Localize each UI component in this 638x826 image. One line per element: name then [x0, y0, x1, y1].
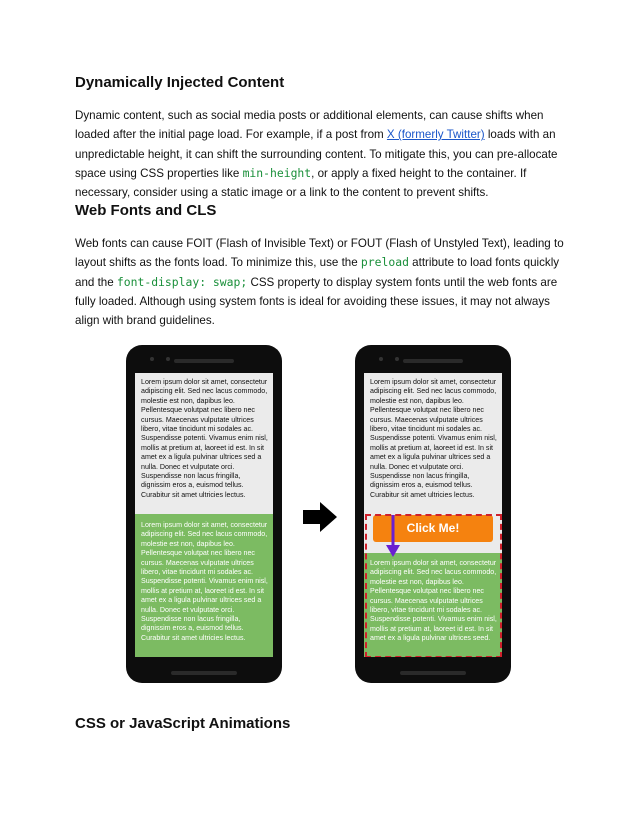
click-me-button[interactable]: Click Me!: [373, 515, 493, 542]
right-arrow-icon: [303, 502, 337, 532]
phone-after-shift: [355, 345, 511, 683]
paragraph-dynamic-content: Dynamic content, such as social media posts or additional elements, can cause shifts when loaded after the initial page load. For example, if a post from X (formerly Twitter) loads with an unpredictable height, it can shift the surrounding content. To mitigate this, you can pre-allocate space using CSS properties like min-height, or apply a fixed height to the container. If necessary, consider using a static image or a link to the content to prevent shifts.: [75, 109, 558, 200]
code-min-height: min-height: [242, 165, 312, 180]
down-arrow-icon: [386, 515, 400, 557]
lorem-text-green: Lorem ipsum dolor sit amet, consectetur adipiscing elit. Sed nec lacus commodo, molestie est non, dapibus leo. Pellentesque volutpat nec libero nec cursus. Maecenas vulputate ultrices libero, vitae tincidunt mi sodales ac. Suspendisse potenti. Vivamus enim nisl, mollis at pretium at, laoreet id est. In sit amet ex a ligula pulvinar ultrices seed.: [370, 559, 497, 643]
code-preload: preload: [360, 255, 409, 270]
heading-web-fonts: Web Fonts and CLS: [75, 202, 217, 219]
lorem-text-gray: Lorem ipsum dolor sit amet, consectetur adipiscing elit. Sed nec lacus commodo, molestie est non, dapibus leo. Pellentesque volutpat nec libero nec cursus. Maecenas vulputate ultrices libero, vitae tincidunt mi sodales ac. Suspendisse potenti. Vivamus enim nisl, mollis at pretium at, laoreet id est. In sit amet ex a ligula pulvinar ultrices sed a nulla. Donec et vulputate orci. Suspendisse non lacus fringilla, dignissim eros a, euismod tellus. Curabitur sit amet ultricies lectus.: [370, 378, 497, 499]
lorem-text-green: Lorem ipsum dolor sit amet, consectetur adipiscing elit. Sed nec lacus commodo, molestie est non, dapibus leo. Pellentesque volutpat nec libero nec cursus. Maecenas vulputate ultrices libero, vitae tincidunt mi sodales ac. Suspendisse potenti. Vivamus enim nisl, mollis at pretium at, laoreet id est. In sit amet ex a ligula pulvinar ultrices sed a nulla. Donec et vulputate orci. Suspendisse non lacus fringilla, dignissim eros a, euismod tellus. Curabitur sit amet ultricies lectus.: [141, 521, 268, 642]
x-twitter-link[interactable]: X (formerly Twitter): [386, 128, 485, 142]
green-content-block: [135, 514, 273, 657]
heading-dynamic-content: Dynamically Injected Content: [75, 74, 285, 91]
heading-animations: CSS or JavaScript Animations: [75, 715, 291, 732]
phone-before-shift: [126, 345, 282, 683]
phone-screen: [364, 373, 502, 657]
gray-content-block: [135, 373, 273, 514]
code-font-display: font-display: swap;: [116, 274, 248, 289]
gray-content-block: [364, 373, 502, 514]
lorem-text-gray: Lorem ipsum dolor sit amet, consectetur adipiscing elit. Sed nec lacus commodo, molestie est non, dapibus leo. Pellentesque volutpat nec libero nec cursus. Maecenas vulputate ultrices libero, vitae tincidunt mi sodales ac. Suspendisse potenti. Vivamus enim nisl, mollis at pretium at, laoreet id est. In sit amet ex a ligula pulvinar ultrices sed a nulla. Donec et vulputate orci. Suspendisse non lacus fringilla, dignissim eros a, euismod tellus. Curabitur sit amet ultricies lectus.: [141, 378, 268, 499]
phone-screen: [135, 373, 273, 657]
paragraph-web-fonts: Web fonts can cause FOIT (Flash of Invisible Text) or FOUT (Flash of Unstyled Text), leading to layout shifts as the fonts load. To minimize this, use the preload attribute to load fonts quickly and the font-display: swap; CSS property to display system fonts until the web fonts are fully loaded. Although using system fonts is ideal for avoiding these issues, it may not always align with brand guidelines.: [75, 237, 564, 328]
